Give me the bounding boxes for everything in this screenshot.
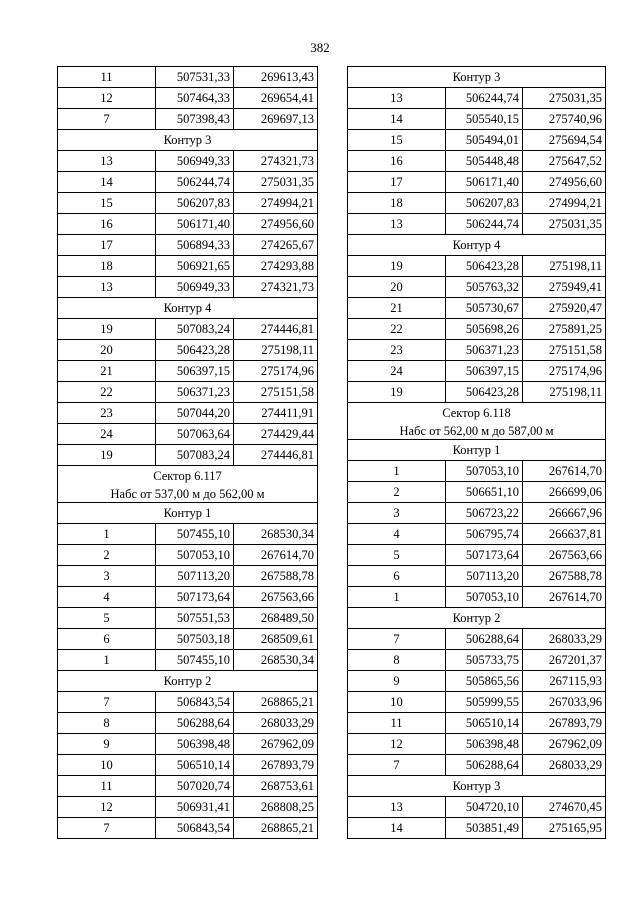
y-coordinate-cell: 275151,58 bbox=[234, 382, 318, 403]
x-coordinate-cell: 505698,26 bbox=[446, 319, 523, 340]
y-coordinate-cell: 275165,95 bbox=[523, 818, 606, 839]
point-number-cell: 10 bbox=[58, 755, 156, 776]
point-number-cell: 12 bbox=[58, 88, 156, 109]
y-coordinate-cell: 275740,96 bbox=[523, 109, 606, 130]
y-coordinate-cell: 267563,66 bbox=[234, 587, 318, 608]
x-coordinate-cell: 506207,83 bbox=[446, 193, 523, 214]
y-coordinate-cell: 275031,35 bbox=[523, 88, 606, 109]
x-coordinate-cell: 506397,15 bbox=[446, 361, 523, 382]
contour-header-row bbox=[348, 776, 606, 797]
x-coordinate-cell: 507464,33 bbox=[156, 88, 234, 109]
y-coordinate-cell: 274446,81 bbox=[234, 319, 318, 340]
y-coordinate-cell: 275891,25 bbox=[523, 319, 606, 340]
point-number-cell: 17 bbox=[58, 235, 156, 256]
x-coordinate-cell: 506423,28 bbox=[446, 382, 523, 403]
table-row bbox=[348, 713, 606, 734]
point-number-cell: 1 bbox=[348, 587, 446, 608]
y-coordinate-cell: 275174,96 bbox=[523, 361, 606, 382]
point-number-cell: 19 bbox=[348, 256, 446, 277]
x-coordinate-cell: 507455,10 bbox=[156, 524, 234, 545]
y-coordinate-cell: 274994,21 bbox=[523, 193, 606, 214]
y-coordinate-cell: 267962,09 bbox=[523, 734, 606, 755]
x-coordinate-cell: 506931,41 bbox=[156, 797, 234, 818]
point-number-cell: 18 bbox=[58, 256, 156, 277]
table-row bbox=[58, 818, 318, 839]
table-row bbox=[58, 340, 318, 361]
x-coordinate-cell: 506371,23 bbox=[446, 340, 523, 361]
x-coordinate-cell: 506371,23 bbox=[156, 382, 234, 403]
x-coordinate-cell: 505494,01 bbox=[446, 130, 523, 151]
x-coordinate-cell: 505733,75 bbox=[446, 650, 523, 671]
point-number-cell: 14 bbox=[348, 109, 446, 130]
x-coordinate-cell: 506244,74 bbox=[446, 88, 523, 109]
y-coordinate-cell: 267201,37 bbox=[523, 650, 606, 671]
y-coordinate-cell: 267614,70 bbox=[523, 461, 606, 482]
table-row bbox=[348, 587, 606, 608]
table-row bbox=[348, 629, 606, 650]
x-coordinate-cell: 507113,20 bbox=[446, 566, 523, 587]
table-row bbox=[58, 566, 318, 587]
page-number: 382 bbox=[310, 40, 330, 55]
point-number-cell: 7 bbox=[58, 692, 156, 713]
point-number-cell: 5 bbox=[348, 545, 446, 566]
x-coordinate-cell: 506921,65 bbox=[156, 256, 234, 277]
table-row bbox=[348, 319, 606, 340]
sector-header-row bbox=[348, 403, 606, 440]
y-coordinate-cell: 267588,78 bbox=[234, 566, 318, 587]
x-coordinate-cell: 506288,64 bbox=[156, 713, 234, 734]
x-coordinate-cell: 506510,14 bbox=[446, 713, 523, 734]
y-coordinate-cell: 267115,93 bbox=[523, 671, 606, 692]
table-row bbox=[58, 629, 318, 650]
sector-header bbox=[58, 466, 318, 503]
y-coordinate-cell: 274293,88 bbox=[234, 256, 318, 277]
contour-header: Контур 2 bbox=[348, 608, 606, 629]
contour-header-row bbox=[348, 235, 606, 256]
x-coordinate-cell: 507020,74 bbox=[156, 776, 234, 797]
y-coordinate-cell: 268033,29 bbox=[523, 629, 606, 650]
point-number-cell: 11 bbox=[58, 776, 156, 797]
sector-elevation-range: Набс от 562,00 м до 587,00 м bbox=[399, 424, 554, 438]
point-number-cell: 7 bbox=[58, 109, 156, 130]
point-number-cell: 16 bbox=[348, 151, 446, 172]
y-coordinate-cell: 266699,06 bbox=[523, 482, 606, 503]
coordinates-table-right bbox=[347, 66, 606, 839]
contour-header-row bbox=[348, 608, 606, 629]
table-row bbox=[348, 88, 606, 109]
point-number-cell: 6 bbox=[58, 629, 156, 650]
point-number-cell: 22 bbox=[58, 382, 156, 403]
y-coordinate-cell: 275151,58 bbox=[523, 340, 606, 361]
x-coordinate-cell: 506397,15 bbox=[156, 361, 234, 382]
point-number-cell: 9 bbox=[58, 734, 156, 755]
y-coordinate-cell: 275198,11 bbox=[523, 256, 606, 277]
x-coordinate-cell: 506207,83 bbox=[156, 193, 234, 214]
x-coordinate-cell: 505540,15 bbox=[446, 109, 523, 130]
y-coordinate-cell: 269697,13 bbox=[234, 109, 318, 130]
x-coordinate-cell: 506723,22 bbox=[446, 503, 523, 524]
table-row bbox=[348, 734, 606, 755]
table-row bbox=[58, 214, 318, 235]
point-number-cell: 17 bbox=[348, 172, 446, 193]
point-number-cell: 10 bbox=[348, 692, 446, 713]
table-row bbox=[58, 713, 318, 734]
point-number-cell: 8 bbox=[348, 650, 446, 671]
x-coordinate-cell: 507053,10 bbox=[446, 587, 523, 608]
table-row bbox=[348, 109, 606, 130]
table-row bbox=[58, 235, 318, 256]
x-coordinate-cell: 505448,48 bbox=[446, 151, 523, 172]
y-coordinate-cell: 268033,29 bbox=[523, 755, 606, 776]
y-coordinate-cell: 274670,45 bbox=[523, 797, 606, 818]
sector-title: Сектор 6.118 bbox=[442, 406, 511, 420]
table-row bbox=[348, 214, 606, 235]
table-row bbox=[348, 545, 606, 566]
contour-header: Контур 1 bbox=[348, 440, 606, 461]
contour-header-row bbox=[58, 671, 318, 692]
x-coordinate-cell: 507053,10 bbox=[446, 461, 523, 482]
sector-header-row bbox=[58, 466, 318, 503]
y-coordinate-cell: 275920,47 bbox=[523, 298, 606, 319]
x-coordinate-cell: 507083,24 bbox=[156, 445, 234, 466]
y-coordinate-cell: 274446,81 bbox=[234, 445, 318, 466]
table-row bbox=[58, 109, 318, 130]
point-number-cell: 7 bbox=[58, 818, 156, 839]
y-coordinate-cell: 274956,60 bbox=[523, 172, 606, 193]
table-row bbox=[58, 361, 318, 382]
x-coordinate-cell: 507551,53 bbox=[156, 608, 234, 629]
y-coordinate-cell: 267893,79 bbox=[523, 713, 606, 734]
table-row bbox=[58, 172, 318, 193]
table-row bbox=[58, 424, 318, 445]
table-row bbox=[58, 88, 318, 109]
y-coordinate-cell: 268489,50 bbox=[234, 608, 318, 629]
point-number-cell: 13 bbox=[348, 214, 446, 235]
table-row bbox=[348, 461, 606, 482]
table-row bbox=[348, 482, 606, 503]
y-coordinate-cell: 267033,96 bbox=[523, 692, 606, 713]
point-number-cell: 19 bbox=[58, 319, 156, 340]
y-coordinate-cell: 274411,91 bbox=[234, 403, 318, 424]
y-coordinate-cell: 275198,11 bbox=[523, 382, 606, 403]
y-coordinate-cell: 267893,79 bbox=[234, 755, 318, 776]
table-row bbox=[58, 67, 318, 88]
point-number-cell: 3 bbox=[58, 566, 156, 587]
table-row bbox=[348, 277, 606, 298]
table-row bbox=[58, 524, 318, 545]
table-row bbox=[58, 650, 318, 671]
point-number-cell: 22 bbox=[348, 319, 446, 340]
point-number-cell: 7 bbox=[348, 629, 446, 650]
y-coordinate-cell: 268509,61 bbox=[234, 629, 318, 650]
y-coordinate-cell: 267614,70 bbox=[523, 587, 606, 608]
point-number-cell: 14 bbox=[58, 172, 156, 193]
y-coordinate-cell: 274994,21 bbox=[234, 193, 318, 214]
point-number-cell: 13 bbox=[58, 277, 156, 298]
table-row bbox=[348, 671, 606, 692]
y-coordinate-cell: 268033,29 bbox=[234, 713, 318, 734]
contour-header-row bbox=[58, 298, 318, 319]
y-coordinate-cell: 268865,21 bbox=[234, 692, 318, 713]
y-coordinate-cell: 275949,41 bbox=[523, 277, 606, 298]
point-number-cell: 13 bbox=[348, 797, 446, 818]
point-number-cell: 20 bbox=[58, 340, 156, 361]
coordinates-table-left bbox=[57, 66, 318, 839]
x-coordinate-cell: 506651,10 bbox=[446, 482, 523, 503]
x-coordinate-cell: 505730,67 bbox=[446, 298, 523, 319]
point-number-cell: 9 bbox=[348, 671, 446, 692]
table-row bbox=[58, 692, 318, 713]
table-row bbox=[58, 587, 318, 608]
x-coordinate-cell: 507173,64 bbox=[446, 545, 523, 566]
contour-header-row bbox=[348, 67, 606, 88]
x-coordinate-cell: 506423,28 bbox=[446, 256, 523, 277]
sector-title: Сектор 6.117 bbox=[153, 469, 222, 483]
point-number-cell: 16 bbox=[58, 214, 156, 235]
table-row bbox=[58, 256, 318, 277]
y-coordinate-cell: 266667,96 bbox=[523, 503, 606, 524]
point-number-cell: 1 bbox=[58, 650, 156, 671]
x-coordinate-cell: 506244,74 bbox=[156, 172, 234, 193]
table-row bbox=[58, 776, 318, 797]
point-number-cell: 19 bbox=[58, 445, 156, 466]
x-coordinate-cell: 506949,33 bbox=[156, 277, 234, 298]
x-coordinate-cell: 507044,20 bbox=[156, 403, 234, 424]
point-number-cell: 2 bbox=[348, 482, 446, 503]
table-row bbox=[348, 193, 606, 214]
table-row bbox=[348, 256, 606, 277]
y-coordinate-cell: 268865,21 bbox=[234, 818, 318, 839]
point-number-cell: 11 bbox=[58, 67, 156, 88]
x-coordinate-cell: 506510,14 bbox=[156, 755, 234, 776]
table-row bbox=[58, 151, 318, 172]
point-number-cell: 15 bbox=[58, 193, 156, 214]
table-row bbox=[58, 193, 318, 214]
y-coordinate-cell: 269654,41 bbox=[234, 88, 318, 109]
point-number-cell: 18 bbox=[348, 193, 446, 214]
contour-header: Контур 3 bbox=[348, 776, 606, 797]
x-coordinate-cell: 506398,48 bbox=[446, 734, 523, 755]
contour-header: Контур 3 bbox=[58, 130, 318, 151]
x-coordinate-cell: 506171,40 bbox=[156, 214, 234, 235]
y-coordinate-cell: 267614,70 bbox=[234, 545, 318, 566]
sector-header bbox=[348, 403, 606, 440]
y-coordinate-cell: 275031,35 bbox=[234, 172, 318, 193]
table-row bbox=[348, 340, 606, 361]
x-coordinate-cell: 506244,74 bbox=[446, 214, 523, 235]
x-coordinate-cell: 506795,74 bbox=[446, 524, 523, 545]
point-number-cell: 2 bbox=[58, 545, 156, 566]
point-number-cell: 23 bbox=[58, 403, 156, 424]
table-row bbox=[58, 445, 318, 466]
point-number-cell: 7 bbox=[348, 755, 446, 776]
point-number-cell: 6 bbox=[348, 566, 446, 587]
y-coordinate-cell: 275694,54 bbox=[523, 130, 606, 151]
contour-header: Контур 4 bbox=[348, 235, 606, 256]
y-coordinate-cell: 268808,25 bbox=[234, 797, 318, 818]
table-row bbox=[58, 608, 318, 629]
x-coordinate-cell: 507113,20 bbox=[156, 566, 234, 587]
y-coordinate-cell: 269613,43 bbox=[234, 67, 318, 88]
contour-header-row bbox=[58, 503, 318, 524]
table-row bbox=[348, 361, 606, 382]
x-coordinate-cell: 506949,33 bbox=[156, 151, 234, 172]
table-row bbox=[58, 545, 318, 566]
x-coordinate-cell: 506423,28 bbox=[156, 340, 234, 361]
table-row bbox=[348, 298, 606, 319]
table-row bbox=[348, 151, 606, 172]
point-number-cell: 13 bbox=[348, 88, 446, 109]
y-coordinate-cell: 275174,96 bbox=[234, 361, 318, 382]
contour-header-row bbox=[58, 130, 318, 151]
x-coordinate-cell: 507053,10 bbox=[156, 545, 234, 566]
point-number-cell: 12 bbox=[348, 734, 446, 755]
y-coordinate-cell: 267588,78 bbox=[523, 566, 606, 587]
point-number-cell: 20 bbox=[348, 277, 446, 298]
x-coordinate-cell: 507503,18 bbox=[156, 629, 234, 650]
y-coordinate-cell: 274321,73 bbox=[234, 277, 318, 298]
sector-elevation-range: Набс от 537,00 м до 562,00 м bbox=[110, 487, 265, 501]
x-coordinate-cell: 505865,56 bbox=[446, 671, 523, 692]
point-number-cell: 4 bbox=[58, 587, 156, 608]
x-coordinate-cell: 506894,33 bbox=[156, 235, 234, 256]
x-coordinate-cell: 507398,43 bbox=[156, 109, 234, 130]
y-coordinate-cell: 275031,35 bbox=[523, 214, 606, 235]
y-coordinate-cell: 274429,44 bbox=[234, 424, 318, 445]
table-row bbox=[58, 319, 318, 340]
x-coordinate-cell: 506288,64 bbox=[446, 629, 523, 650]
x-coordinate-cell: 507173,64 bbox=[156, 587, 234, 608]
y-coordinate-cell: 267563,66 bbox=[523, 545, 606, 566]
x-coordinate-cell: 506398,48 bbox=[156, 734, 234, 755]
point-number-cell: 23 bbox=[348, 340, 446, 361]
x-coordinate-cell: 503851,49 bbox=[446, 818, 523, 839]
x-coordinate-cell: 507531,33 bbox=[156, 67, 234, 88]
x-coordinate-cell: 505763,32 bbox=[446, 277, 523, 298]
point-number-cell: 12 bbox=[58, 797, 156, 818]
y-coordinate-cell: 267962,09 bbox=[234, 734, 318, 755]
table-row bbox=[348, 755, 606, 776]
point-number-cell: 11 bbox=[348, 713, 446, 734]
x-coordinate-cell: 507083,24 bbox=[156, 319, 234, 340]
table-row bbox=[348, 818, 606, 839]
point-number-cell: 24 bbox=[58, 424, 156, 445]
x-coordinate-cell: 506843,54 bbox=[156, 692, 234, 713]
point-number-cell: 1 bbox=[58, 524, 156, 545]
table-row bbox=[348, 566, 606, 587]
point-number-cell: 4 bbox=[348, 524, 446, 545]
table-row bbox=[58, 277, 318, 298]
table-row bbox=[58, 755, 318, 776]
y-coordinate-cell: 275647,52 bbox=[523, 151, 606, 172]
point-number-cell: 3 bbox=[348, 503, 446, 524]
table-row bbox=[348, 382, 606, 403]
contour-header: Контур 1 bbox=[58, 503, 318, 524]
point-number-cell: 21 bbox=[348, 298, 446, 319]
point-number-cell: 15 bbox=[348, 130, 446, 151]
table-row bbox=[58, 734, 318, 755]
x-coordinate-cell: 507063,64 bbox=[156, 424, 234, 445]
contour-header: Контур 2 bbox=[58, 671, 318, 692]
x-coordinate-cell: 505999,55 bbox=[446, 692, 523, 713]
contour-header: Контур 4 bbox=[58, 298, 318, 319]
x-coordinate-cell: 504720,10 bbox=[446, 797, 523, 818]
y-coordinate-cell: 266637,81 bbox=[523, 524, 606, 545]
y-coordinate-cell: 274321,73 bbox=[234, 151, 318, 172]
point-number-cell: 13 bbox=[58, 151, 156, 172]
table-row bbox=[348, 524, 606, 545]
table-row bbox=[348, 692, 606, 713]
table-row bbox=[58, 797, 318, 818]
x-coordinate-cell: 507455,10 bbox=[156, 650, 234, 671]
contour-header-row bbox=[348, 440, 606, 461]
point-number-cell: 19 bbox=[348, 382, 446, 403]
y-coordinate-cell: 275198,11 bbox=[234, 340, 318, 361]
y-coordinate-cell: 274265,67 bbox=[234, 235, 318, 256]
table-row bbox=[348, 797, 606, 818]
point-number-cell: 1 bbox=[348, 461, 446, 482]
table-row bbox=[348, 650, 606, 671]
table-row bbox=[58, 403, 318, 424]
table-row bbox=[348, 503, 606, 524]
y-coordinate-cell: 274956,60 bbox=[234, 214, 318, 235]
table-row bbox=[58, 382, 318, 403]
x-coordinate-cell: 506288,64 bbox=[446, 755, 523, 776]
table-row bbox=[348, 172, 606, 193]
y-coordinate-cell: 268753,61 bbox=[234, 776, 318, 797]
y-coordinate-cell: 268530,34 bbox=[234, 524, 318, 545]
contour-header: Контур 3 bbox=[348, 67, 606, 88]
y-coordinate-cell: 268530,34 bbox=[234, 650, 318, 671]
table-row bbox=[348, 130, 606, 151]
point-number-cell: 8 bbox=[58, 713, 156, 734]
point-number-cell: 21 bbox=[58, 361, 156, 382]
x-coordinate-cell: 506171,40 bbox=[446, 172, 523, 193]
point-number-cell: 14 bbox=[348, 818, 446, 839]
point-number-cell: 24 bbox=[348, 361, 446, 382]
x-coordinate-cell: 506843,54 bbox=[156, 818, 234, 839]
point-number-cell: 5 bbox=[58, 608, 156, 629]
